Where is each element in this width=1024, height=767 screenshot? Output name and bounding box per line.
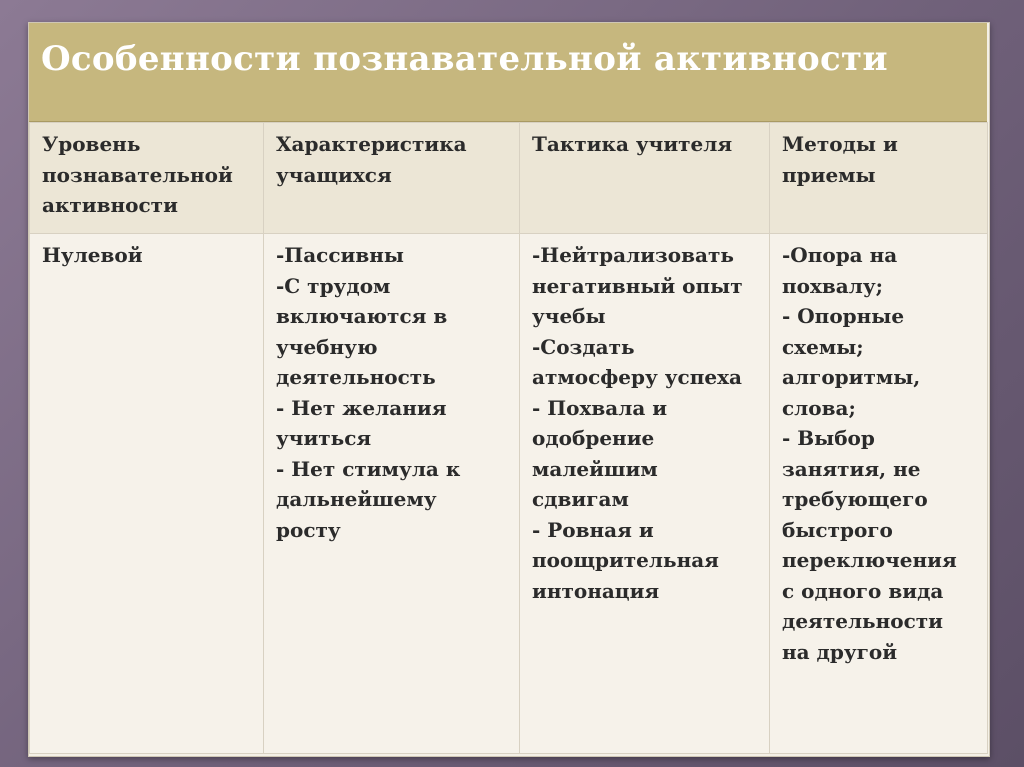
- cell-line: -С трудом: [276, 273, 391, 298]
- cell-line: - Ровная и: [532, 517, 654, 542]
- cell-line: требующего: [782, 487, 928, 511]
- cell-line: сдвигам: [532, 487, 629, 511]
- header-level: [30, 123, 264, 234]
- cell-line: Нулевой: [42, 243, 143, 267]
- cell-line: слова;: [782, 395, 856, 420]
- header-line: Уровень: [42, 132, 141, 156]
- cognitive-activity-table: [29, 122, 988, 754]
- header-line: Тактика учителя: [532, 132, 733, 156]
- cell-line: -Опора на: [782, 243, 898, 267]
- cell-line: -Создать: [532, 334, 635, 359]
- title-bar: [29, 23, 987, 122]
- header-line: познавательной: [42, 162, 233, 187]
- cell-line: деятельности: [782, 609, 944, 633]
- cell-line: быстрого: [782, 517, 893, 542]
- header-line: приемы: [782, 162, 876, 187]
- cell-tactics: [520, 234, 770, 754]
- header-line: Методы и: [782, 132, 898, 156]
- header-methods: [770, 123, 988, 234]
- table-header-row: [30, 123, 988, 234]
- cell-line: учиться: [276, 426, 372, 450]
- cell-line: - Выбор: [782, 426, 875, 450]
- cell-line: похвалу;: [782, 273, 884, 298]
- cell-line: учебы: [532, 304, 606, 328]
- cell-line: -Пассивны: [276, 243, 404, 267]
- cell-line: с одного вида: [782, 578, 944, 603]
- header-line: учащихся: [276, 162, 392, 187]
- cell-line: поощрительная: [532, 548, 719, 572]
- cell-line: - Нет желания: [276, 395, 447, 420]
- cell-line: интонация: [532, 578, 660, 603]
- cell-line: - Похвала и: [532, 395, 668, 420]
- cell-characteristics: [264, 234, 520, 754]
- cell-methods: [770, 234, 988, 754]
- table-row: [30, 234, 988, 754]
- header-characteristics: [264, 123, 520, 234]
- cell-line: включаются в: [276, 304, 448, 328]
- cell-line: одобрение: [532, 426, 655, 450]
- cell-line: росту: [276, 517, 341, 542]
- header-tactics: [520, 123, 770, 234]
- cell-line: деятельность: [276, 365, 436, 389]
- cell-line: схемы;: [782, 334, 864, 359]
- cell-line: учебную: [276, 334, 378, 359]
- slide-title: Особенности познавательной активности: [41, 39, 888, 79]
- cell-line: малейшим: [532, 456, 658, 481]
- cell-line: дальнейшему: [276, 487, 437, 511]
- cell-line: - Опорные: [782, 304, 905, 328]
- slide-frame: [28, 22, 990, 757]
- header-line: активности: [42, 193, 178, 217]
- cell-line: переключения: [782, 548, 957, 572]
- cell-line: занятия, не: [782, 456, 921, 481]
- cell-line: на другой: [782, 639, 898, 664]
- cell-line: -Нейтрализовать: [532, 243, 734, 267]
- cell-line: алгоритмы,: [782, 365, 921, 389]
- cell-level: [30, 234, 264, 754]
- header-line: Характеристика: [276, 132, 467, 156]
- cell-line: - Нет стимула к: [276, 456, 461, 481]
- cell-line: негативный опыт: [532, 273, 743, 298]
- cell-line: атмосферу успеха: [532, 365, 742, 389]
